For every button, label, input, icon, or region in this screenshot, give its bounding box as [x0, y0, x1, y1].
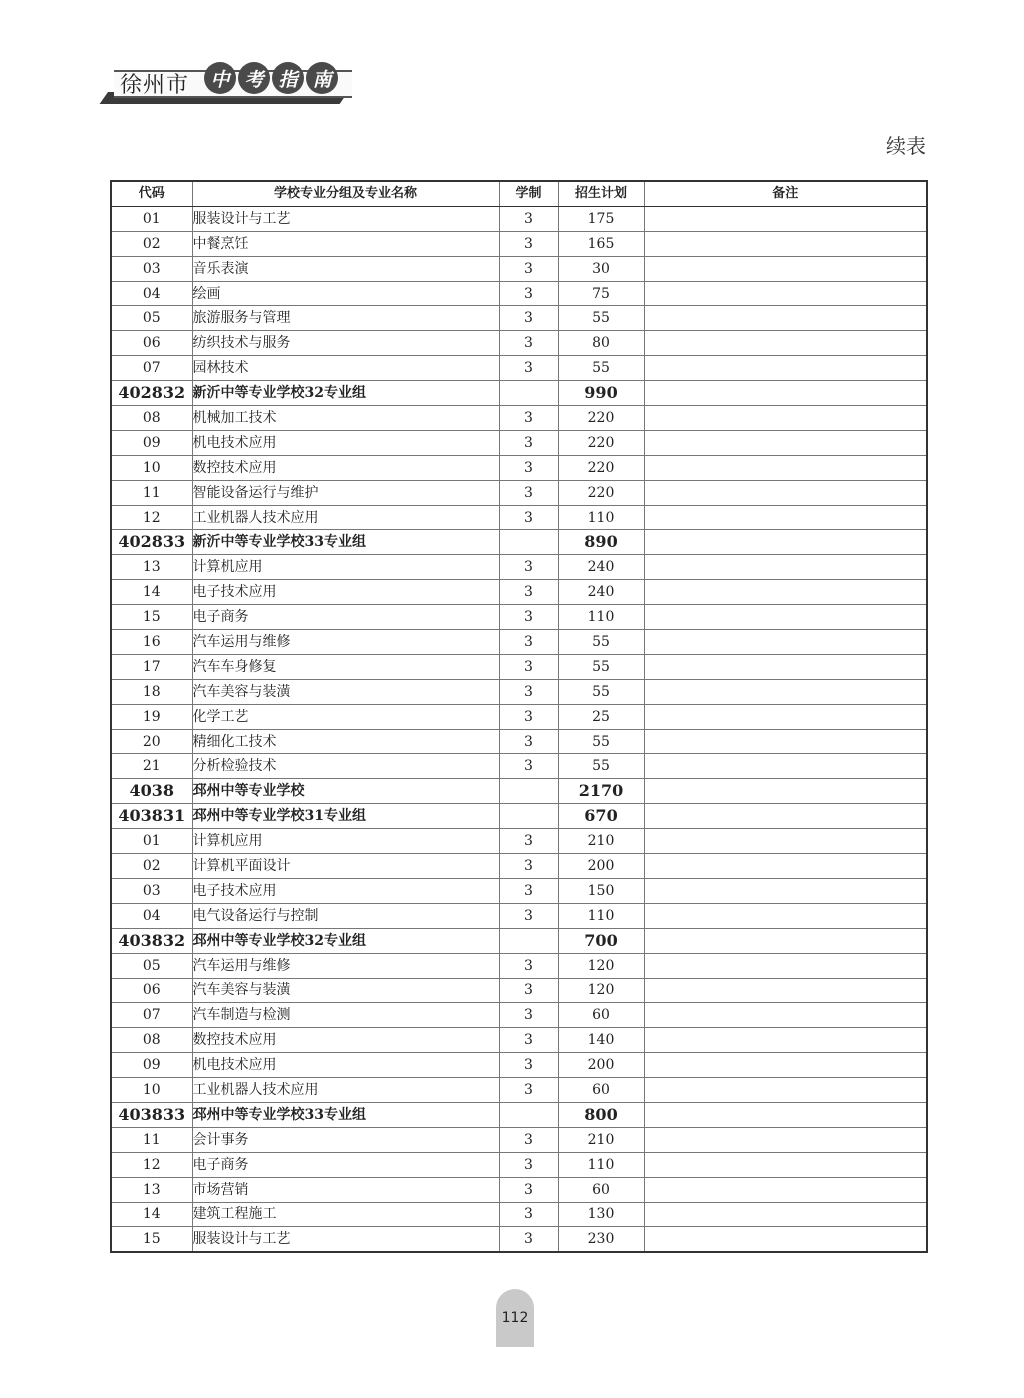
cell-note: [644, 630, 927, 655]
cell-name: 中餐烹饪: [192, 231, 499, 256]
cell-years: 3: [499, 256, 558, 281]
cell-plan: 220: [558, 430, 644, 455]
cell-code: 04: [111, 903, 192, 928]
cell-note: [644, 530, 927, 555]
group-row: [111, 530, 927, 555]
cell-name: 汽车运用与维修: [192, 630, 499, 655]
table-row: [111, 1202, 927, 1227]
cell-code: 12: [111, 1152, 192, 1177]
cell-years: 3: [499, 356, 558, 381]
cell-years: [499, 1102, 558, 1127]
cell-plan: 220: [558, 455, 644, 480]
table-row: [111, 605, 927, 630]
table-row: [111, 729, 927, 754]
cell-name: 邳州中等专业学校: [192, 779, 499, 804]
cell-name: 汽车运用与维修: [192, 953, 499, 978]
cell-name: 电子商务: [192, 605, 499, 630]
cell-note: [644, 605, 927, 630]
cell-note: [644, 654, 927, 679]
cell-years: 3: [499, 281, 558, 306]
cell-years: 3: [499, 1152, 558, 1177]
cell-years: 3: [499, 679, 558, 704]
cell-note: [644, 1202, 927, 1227]
cell-plan: 150: [558, 878, 644, 903]
cell-note: [644, 1102, 927, 1127]
cell-code: 10: [111, 455, 192, 480]
cell-name: 分析检验技术: [192, 754, 499, 779]
table-row: [111, 356, 927, 381]
cell-plan: 210: [558, 829, 644, 854]
table-row: [111, 256, 927, 281]
cell-plan: 700: [558, 928, 644, 953]
cell-note: [644, 430, 927, 455]
cell-plan: 75: [558, 281, 644, 306]
table-row: [111, 1227, 927, 1252]
cell-years: 3: [499, 480, 558, 505]
table-row: [111, 406, 927, 431]
cell-note: [644, 480, 927, 505]
cell-name: 电子商务: [192, 1152, 499, 1177]
cell-code: 06: [111, 331, 192, 356]
table-row: [111, 903, 927, 928]
table-row: [111, 1152, 927, 1177]
cell-years: 3: [499, 978, 558, 1003]
logo-city-name: 徐州市: [120, 73, 190, 98]
cell-code: 403832: [111, 928, 192, 953]
cell-name: 市场营销: [192, 1177, 499, 1202]
cell-plan: 110: [558, 1152, 644, 1177]
cell-code: 01: [111, 829, 192, 854]
cell-code: 403831: [111, 804, 192, 829]
cell-years: 3: [499, 580, 558, 605]
table-row: [111, 1177, 927, 1202]
column-header-name: 学校专业分组及专业名称: [192, 181, 499, 206]
cell-code: 02: [111, 231, 192, 256]
group-row: [111, 779, 927, 804]
cell-code: 17: [111, 654, 192, 679]
table-row: [111, 829, 927, 854]
cell-years: 3: [499, 704, 558, 729]
column-header-plan: 招生计划: [558, 181, 644, 206]
cell-code: 08: [111, 1028, 192, 1053]
cell-note: [644, 1227, 927, 1252]
cell-years: 3: [499, 555, 558, 580]
cell-note: [644, 455, 927, 480]
cell-code: 05: [111, 953, 192, 978]
cell-code: 403833: [111, 1102, 192, 1127]
cell-years: 3: [499, 1028, 558, 1053]
cell-code: 15: [111, 605, 192, 630]
cell-plan: 110: [558, 505, 644, 530]
cell-code: 11: [111, 1127, 192, 1152]
cell-name: 计算机平面设计: [192, 854, 499, 879]
cell-plan: 120: [558, 953, 644, 978]
table-row: [111, 206, 927, 231]
cell-code: 20: [111, 729, 192, 754]
page-number: 112: [496, 1289, 534, 1347]
cell-code: 402833: [111, 530, 192, 555]
cell-years: 3: [499, 406, 558, 431]
cell-years: [499, 779, 558, 804]
cell-plan: 55: [558, 679, 644, 704]
cell-code: 11: [111, 480, 192, 505]
cell-code: 4038: [111, 779, 192, 804]
cell-note: [644, 306, 927, 331]
group-row: [111, 928, 927, 953]
cell-name: 汽车车身修复: [192, 654, 499, 679]
cell-name: 汽车美容与装潢: [192, 978, 499, 1003]
cell-note: [644, 1127, 927, 1152]
cell-code: 02: [111, 854, 192, 879]
table-row: [111, 630, 927, 655]
cell-name: 电气设备运行与控制: [192, 903, 499, 928]
cell-plan: 240: [558, 580, 644, 605]
cell-plan: 120: [558, 978, 644, 1003]
cell-plan: 60: [558, 1003, 644, 1028]
cell-plan: 80: [558, 331, 644, 356]
cell-name: 邳州中等专业学校31专业组: [192, 804, 499, 829]
cell-name: 机电技术应用: [192, 430, 499, 455]
cell-years: 3: [499, 878, 558, 903]
logo-char: 考: [238, 62, 270, 94]
cell-note: [644, 928, 927, 953]
cell-plan: 55: [558, 356, 644, 381]
table-row: [111, 654, 927, 679]
cell-plan: 140: [558, 1028, 644, 1053]
logo-char: 指: [272, 62, 304, 94]
cell-note: [644, 754, 927, 779]
cell-years: [499, 381, 558, 406]
cell-code: 04: [111, 281, 192, 306]
cell-note: [644, 331, 927, 356]
cell-note: [644, 231, 927, 256]
cell-plan: 220: [558, 480, 644, 505]
cell-note: [644, 878, 927, 903]
cell-note: [644, 381, 927, 406]
cell-years: 3: [499, 605, 558, 630]
cell-name: 化学工艺: [192, 704, 499, 729]
cell-plan: 55: [558, 729, 644, 754]
column-header-note: 备注: [644, 181, 927, 206]
table-row: [111, 878, 927, 903]
cell-note: [644, 829, 927, 854]
cell-plan: 55: [558, 306, 644, 331]
cell-code: 03: [111, 878, 192, 903]
table-row: [111, 505, 927, 530]
cell-name: 数控技术应用: [192, 1028, 499, 1053]
group-row: [111, 1102, 927, 1127]
cell-name: 音乐表演: [192, 256, 499, 281]
cell-years: 3: [499, 1127, 558, 1152]
logo-title: [204, 62, 338, 94]
cell-note: [644, 580, 927, 605]
cell-years: 3: [499, 729, 558, 754]
cell-plan: 890: [558, 530, 644, 555]
cell-code: 10: [111, 1078, 192, 1103]
cell-note: [644, 281, 927, 306]
table-row: [111, 978, 927, 1003]
cell-years: 3: [499, 331, 558, 356]
group-row: [111, 381, 927, 406]
cell-name: 计算机应用: [192, 829, 499, 854]
cell-code: 15: [111, 1227, 192, 1252]
cell-note: [644, 356, 927, 381]
cell-name: 汽车制造与检测: [192, 1003, 499, 1028]
cell-note: [644, 1053, 927, 1078]
cell-code: 14: [111, 580, 192, 605]
cell-name: 新沂中等专业学校32专业组: [192, 381, 499, 406]
cell-plan: 175: [558, 206, 644, 231]
table-row: [111, 281, 927, 306]
cell-plan: 25: [558, 704, 644, 729]
cell-plan: 165: [558, 231, 644, 256]
cell-plan: 30: [558, 256, 644, 281]
cell-plan: 60: [558, 1177, 644, 1202]
cell-years: 3: [499, 654, 558, 679]
cell-plan: 240: [558, 555, 644, 580]
table-row: [111, 1127, 927, 1152]
cell-note: [644, 729, 927, 754]
cell-plan: 200: [558, 854, 644, 879]
cell-note: [644, 854, 927, 879]
cell-name: 数控技术应用: [192, 455, 499, 480]
cell-note: [644, 1003, 927, 1028]
cell-code: 13: [111, 555, 192, 580]
cell-note: [644, 505, 927, 530]
cell-name: 服装设计与工艺: [192, 206, 499, 231]
cell-note: [644, 804, 927, 829]
cell-years: 3: [499, 829, 558, 854]
cell-name: 工业机器人技术应用: [192, 505, 499, 530]
cell-years: 3: [499, 1202, 558, 1227]
cell-code: 09: [111, 1053, 192, 1078]
cell-name: 纺织技术与服务: [192, 331, 499, 356]
table-row: [111, 455, 927, 480]
cell-years: 3: [499, 1177, 558, 1202]
header-logo: [108, 58, 356, 108]
cell-plan: 130: [558, 1202, 644, 1227]
cell-code: 21: [111, 754, 192, 779]
cell-code: 12: [111, 505, 192, 530]
cell-plan: 55: [558, 754, 644, 779]
cell-plan: 670: [558, 804, 644, 829]
cell-years: 3: [499, 306, 558, 331]
logo-char: 中: [204, 62, 236, 94]
cell-code: 01: [111, 206, 192, 231]
table-row: [111, 1078, 927, 1103]
cell-code: 402832: [111, 381, 192, 406]
cell-name: 园林技术: [192, 356, 499, 381]
cell-code: 03: [111, 256, 192, 281]
cell-code: 08: [111, 406, 192, 431]
table-row: [111, 1003, 927, 1028]
cell-note: [644, 779, 927, 804]
cell-code: 19: [111, 704, 192, 729]
table-row: [111, 480, 927, 505]
cell-plan: 110: [558, 903, 644, 928]
cell-note: [644, 953, 927, 978]
cell-plan: 800: [558, 1102, 644, 1127]
cell-name: 机械加工技术: [192, 406, 499, 431]
cell-years: 3: [499, 953, 558, 978]
cell-years: [499, 804, 558, 829]
cell-name: 精细化工技术: [192, 729, 499, 754]
continued-label: 续表: [886, 134, 926, 158]
cell-code: 14: [111, 1202, 192, 1227]
cell-years: 3: [499, 430, 558, 455]
cell-plan: 60: [558, 1078, 644, 1103]
cell-note: [644, 406, 927, 431]
cell-note: [644, 903, 927, 928]
table-row: [111, 555, 927, 580]
cell-name: 邳州中等专业学校33专业组: [192, 1102, 499, 1127]
cell-plan: 110: [558, 605, 644, 630]
cell-plan: 200: [558, 1053, 644, 1078]
cell-name: 机电技术应用: [192, 1053, 499, 1078]
cell-code: 07: [111, 1003, 192, 1028]
table-row: [111, 231, 927, 256]
cell-name: 服装设计与工艺: [192, 1227, 499, 1252]
cell-name: 建筑工程施工: [192, 1202, 499, 1227]
cell-plan: 230: [558, 1227, 644, 1252]
cell-code: 13: [111, 1177, 192, 1202]
cell-years: 3: [499, 1227, 558, 1252]
cell-code: 16: [111, 630, 192, 655]
cell-note: [644, 206, 927, 231]
cell-name: 工业机器人技术应用: [192, 1078, 499, 1103]
cell-note: [644, 1177, 927, 1202]
column-header-years: 学制: [499, 181, 558, 206]
cell-years: 3: [499, 231, 558, 256]
cell-plan: 210: [558, 1127, 644, 1152]
cell-plan: 55: [558, 654, 644, 679]
cell-name: 会计事务: [192, 1127, 499, 1152]
logo-char: 南: [306, 62, 338, 94]
group-row: [111, 804, 927, 829]
table-row: [111, 1028, 927, 1053]
cell-note: [644, 256, 927, 281]
cell-years: [499, 928, 558, 953]
cell-note: [644, 978, 927, 1003]
enrollment-table: [110, 180, 928, 1253]
table-row: [111, 1053, 927, 1078]
cell-name: 新沂中等专业学校33专业组: [192, 530, 499, 555]
cell-note: [644, 1152, 927, 1177]
cell-plan: 2170: [558, 779, 644, 804]
cell-name: 邳州中等专业学校32专业组: [192, 928, 499, 953]
cell-years: 3: [499, 854, 558, 879]
cell-name: 汽车美容与装潢: [192, 679, 499, 704]
cell-plan: 990: [558, 381, 644, 406]
table-row: [111, 580, 927, 605]
cell-years: 3: [499, 206, 558, 231]
table-row: [111, 331, 927, 356]
cell-code: 06: [111, 978, 192, 1003]
cell-name: 旅游服务与管理: [192, 306, 499, 331]
cell-years: 3: [499, 754, 558, 779]
cell-years: 3: [499, 455, 558, 480]
cell-plan: 220: [558, 406, 644, 431]
table-row: [111, 306, 927, 331]
cell-name: 智能设备运行与维护: [192, 480, 499, 505]
table-row: [111, 953, 927, 978]
cell-years: 3: [499, 630, 558, 655]
cell-name: 电子技术应用: [192, 580, 499, 605]
cell-name: 计算机应用: [192, 555, 499, 580]
cell-years: [499, 530, 558, 555]
cell-years: 3: [499, 1078, 558, 1103]
cell-note: [644, 1028, 927, 1053]
cell-plan: 55: [558, 630, 644, 655]
cell-name: 电子技术应用: [192, 878, 499, 903]
column-header-code: 代码: [111, 181, 192, 206]
cell-note: [644, 555, 927, 580]
table-row: [111, 679, 927, 704]
cell-years: 3: [499, 1053, 558, 1078]
cell-note: [644, 704, 927, 729]
cell-code: 09: [111, 430, 192, 455]
table-header-row: [111, 181, 927, 206]
cell-years: 3: [499, 505, 558, 530]
table-row: [111, 854, 927, 879]
cell-years: 3: [499, 1003, 558, 1028]
cell-note: [644, 1078, 927, 1103]
table-row: [111, 704, 927, 729]
cell-name: 绘画: [192, 281, 499, 306]
cell-code: 18: [111, 679, 192, 704]
table-row: [111, 754, 927, 779]
cell-years: 3: [499, 903, 558, 928]
table-row: [111, 430, 927, 455]
cell-code: 07: [111, 356, 192, 381]
cell-note: [644, 679, 927, 704]
table-body: [111, 206, 927, 1252]
cell-code: 05: [111, 306, 192, 331]
